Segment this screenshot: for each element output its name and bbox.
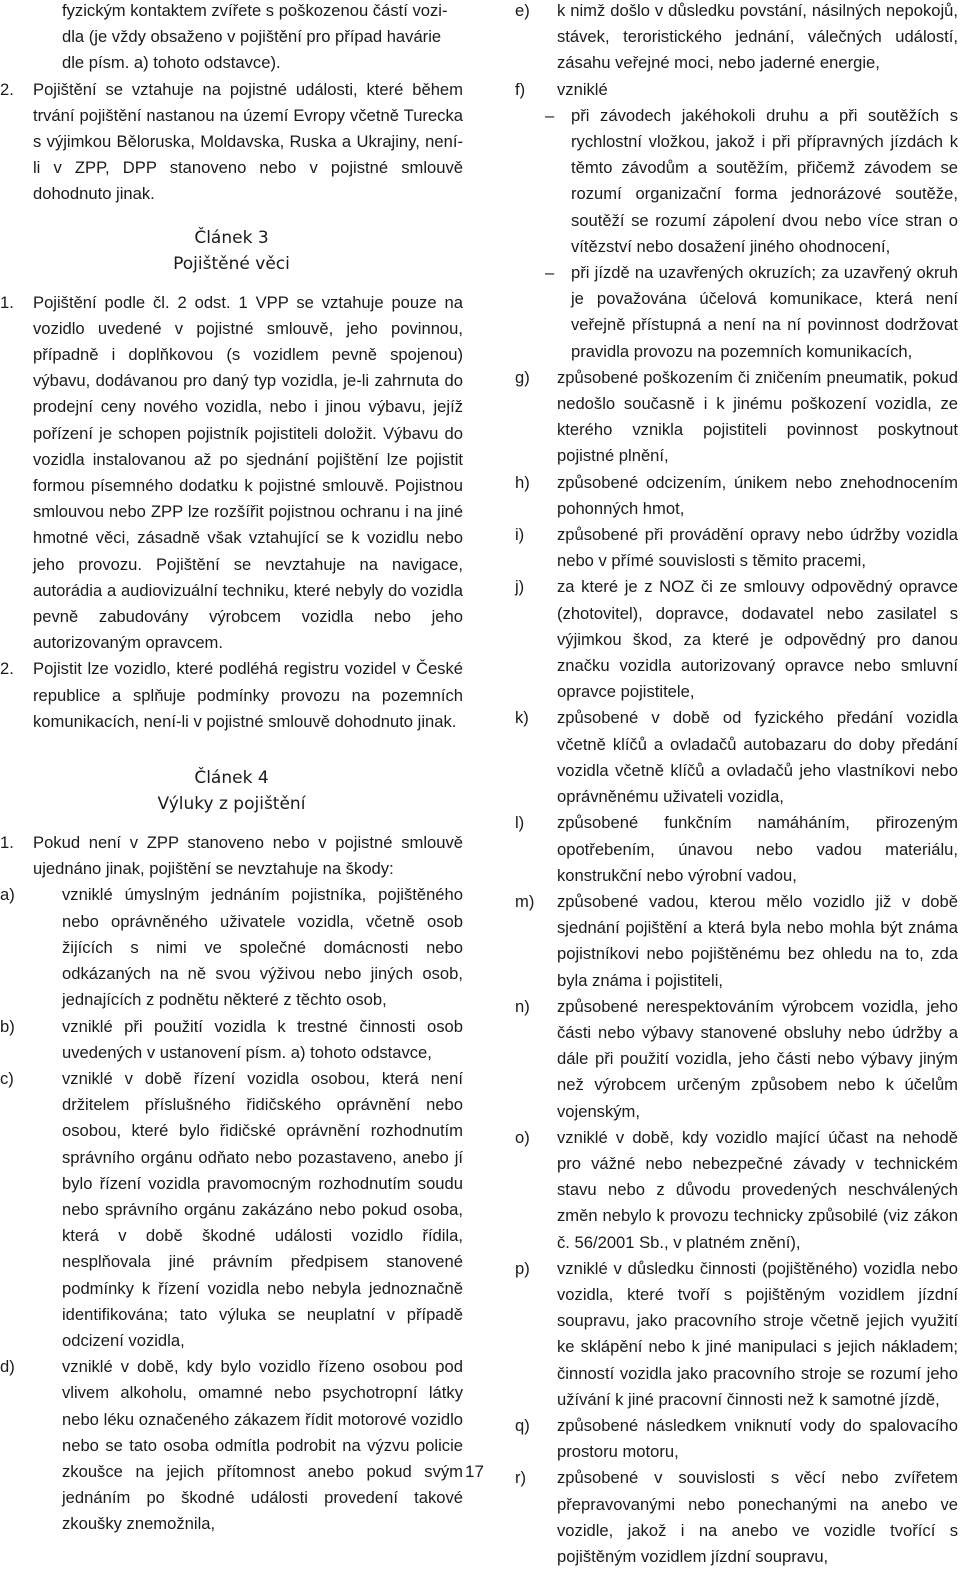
item-text: způsobené nerespektováním výrobcem vozidla, jeho části nebo výbavy stanovené obsluhy nebo údržby a dále při použití vozidla, jeho části nebo výbavy jiným než výrobcem určeným způsobem nebo k účelům vojenským, — [557, 996, 958, 1121]
item-letter: f) — [515, 79, 526, 99]
item-text: způsobené poškozením či zničením pneumatik, pokud nedošlo současně i k jinému poškození vozidla, ze kterého vznikla pojistiteli povinnost poskytnout pojistné plnění, — [557, 367, 958, 466]
exclusion-item — [515, 77, 958, 103]
item-number: 1. — [0, 833, 14, 853]
exclusion-item — [515, 1256, 958, 1413]
item-text: vzniklé v době, kdy bylo vozidlo řízeno osobou pod vlivem alkoholu, omamné nebo psychotropní látky nebo léku označeného zákazem řídit motorové vozidlo nebo se tato osoba odmítla podrobit na výzvu policie zkoušce na jejich přítomnost anebo pokud svým jednáním po škodné události provedení takové zkoušky znemožnila, — [62, 1357, 463, 1534]
item-letter: o) — [515, 1127, 530, 1147]
exclusion-item — [0, 882, 463, 1013]
item-letter: e) — [515, 1, 530, 20]
item-number: 2. — [0, 659, 14, 679]
exclusion-item — [515, 574, 958, 705]
item-letter: b) — [0, 1016, 15, 1036]
item-letter: l) — [515, 813, 525, 833]
item-letter: c) — [0, 1068, 14, 1088]
article-title: Výluky z pojištění — [157, 794, 306, 815]
item-letter: n) — [515, 996, 530, 1016]
exclusion-item — [515, 1413, 958, 1465]
item-letter: d) — [0, 1357, 15, 1377]
item-text: způsobené odcizením, únikem nebo znehodnocením pohonných hmot, — [557, 472, 958, 518]
intro-line: dla (je vždy obsaženo v pojištění pro případ havárie — [62, 27, 442, 47]
item-text: vzniklé úmyslným jednáním pojistníka, pojištěného nebo oprávněného uživatele vozidla, včetně osob žijících s nimi ve společné domácnosti nebo odkázaných na ně svou výživou nebo jiných osob, jednajících z podnětu některé z těchto osob, — [62, 885, 463, 1010]
item-text: způsobené vadou, kterou mělo vozidlo již v době sjednání pojištění a která byla nebo mohla být známa pojistníkovi nebo pojištěnému bez ohledu na to, zda byla známa i pojistiteli, — [557, 891, 958, 990]
exclusion-item — [515, 365, 958, 470]
dash-marker: – — [545, 105, 555, 125]
exclusion-item — [515, 1465, 958, 1570]
item-text: za které je z NOZ či ze smlouvy odpovědný opravce (zhotovitel), dopravce, dodavatel nebo zasilatel s výjimkou škod, za které je odpovědný pro danou značku vozidla autorizovaný opravce nebo smluvní opravce pojistitele, — [557, 577, 958, 702]
exclusion-item — [515, 994, 958, 1125]
intro-line: fyzickým kontaktem zvířete s poškozenou částí vozi- — [62, 1, 448, 20]
exclusion-item — [515, 889, 958, 994]
dash-marker: – — [545, 263, 555, 283]
item-text: Pokud není v ZPP stanoveno nebo v pojistné smlouvě ujednáno jinak, pojištění se nevztahuje na škody: — [33, 833, 463, 879]
page-number: 17 — [465, 1462, 484, 1481]
continued-text — [0, 0, 463, 77]
exclusion-item — [0, 1066, 463, 1354]
item-text: vzniklé v důsledku činnosti (pojištěného) vozidla nebo vozidla, které tvoří s pojištěným vozidlem jízdní soupravu, jako pracovního stroje včetně jejich využití ke sklápění nebo k jiné manipulaci s jejich nákladem; činností vozidla jako pracovního stroje se rozumí jeho užívání k jiné pracovní činnosti než k samotné jízdě, — [557, 1258, 958, 1409]
item-text: způsobené následkem vniknutí vody do spalovacího prostoru motoru, — [557, 1415, 958, 1462]
item-text: k nimž došlo v důsledku povstání, násilných nepokojů, stávek, teroristického jednání, válečných událostí, zásahu veřejné moci, nebo jaderné energie, — [557, 1, 958, 73]
paragraph-item — [0, 290, 463, 657]
article-heading — [0, 765, 463, 817]
item-text: Pojištění podle čl. 2 odst. 1 VPP se vztahuje pouze na vozidlo uvedené v pojistné smlouvě, jeho povinnou, případně i doplňkovou (s vozidlem pevně spojenou) výbavu, dodávanou pro daný typ vozidla, je-li zahrnuta do prodejní ceny nového vozidla, nebo i jinou výbavu, jejíž pořízení je schopen pojistník pojistiteli doložit. Výbavu do vozidla instalovanou až po sjednání pojištění lze pojistit formou písemného dodatku k pojistné smlouvě. Pojistnou smlouvou nebo ZPP lze rozšířit pojistnou ochranu i na jiné hmotné věci, zásadně však vztahující se k vozidlu nebo jeho provozu. Pojištění se nevztahuje na navigace, autorádia a audiovizuální techniku, které nebyly do vozidla pevně zabudovány výrobcem vozidla nebo jeho autorizovaným opravcem. — [33, 292, 463, 653]
item-text: způsobené při provádění opravy nebo údržby vozidla nebo v přímé souvislosti s těmito pracemi, — [557, 525, 958, 571]
exclusion-item — [0, 1014, 463, 1066]
item-text: vzniklé v době řízení vozidla osobou, která není držitelem příslušného řidičského oprávnění nebo osobou, které bylo řidičské oprávnění rozhodnutím správního orgánu odňato nebo pozastaveno, anebo jí bylo řízení vozidla pravomocným rozhodnutím soudu nebo správního orgánu zakázáno nebo pokud osoba, která v době škodné události vozidlo řídila, nesplňovala jiné právním předpisem stanovené podmínky k řízení vozidla nebo nebyla jednoznačně identifikována; tato výluka se neuplatní v případě odcizení vozidla, — [62, 1068, 463, 1350]
item-number: 1. — [0, 292, 14, 312]
item-text: Pojištění se vztahuje na pojistné události, které během trvání pojištění nastanou na území Evropy včetně Turecka s výjimkou Běloruska, Moldavska, Ruska a Ukrajiny, není-li v ZPP, DPP stanoveno nebo v pojistné smlouvě dohodnuto jinak. — [33, 79, 463, 204]
item-text: způsobené v době od fyzického předání vozidla včetně klíčů a ovladačů autobazaru do doby předání vozidla včetně klíčů a ovladačů jeho vlastníkovi nebo oprávněnému uživateli vozidla, — [557, 708, 958, 807]
exclusion-item — [515, 0, 958, 77]
item-text: způsobené funkčním namáháním, přirozeným opotřebením, únavou nebo vadou materiálu, konstrukční nebo výrobní vadou, — [557, 813, 958, 885]
dash-item — [515, 260, 958, 365]
dash-item — [515, 103, 958, 260]
paragraph-item — [0, 656, 463, 735]
item-letter: p) — [515, 1258, 530, 1278]
item-letter: j) — [515, 577, 525, 597]
item-text: Pojistit lze vozidlo, které podléhá registru vozidel v České republice a splňuje podmínky provozu na pozemních komunikacích, není-li v pojistné smlouvě dohodnuto jinak. — [33, 659, 463, 731]
right-column — [515, 0, 958, 1570]
item-text: vzniklé — [557, 79, 608, 99]
paragraph-item — [0, 77, 463, 208]
intro-line: dle písm. a) tohoto odstavce). — [62, 53, 281, 73]
exclusion-item — [515, 705, 958, 810]
exclusion-item — [515, 1125, 958, 1256]
item-number: 2. — [0, 79, 14, 99]
paragraph-item — [0, 830, 463, 882]
left-column — [0, 0, 463, 1538]
article-heading — [0, 225, 463, 277]
exclusion-item — [515, 470, 958, 522]
item-letter: r) — [515, 1468, 527, 1488]
item-letter: g) — [515, 367, 530, 387]
item-letter: k) — [515, 708, 529, 728]
article-number: Článek 4 — [194, 768, 269, 789]
item-letter: i) — [515, 525, 525, 545]
item-letter: a) — [0, 885, 15, 905]
item-text: při závodech jakéhokoli druhu a při soutěžích s rychlostní vložkou, jakož i při přípravných jízdách k těmto závodům a soutěžím, přičemž závodem se rozumí organizační forma jednorázové soutěže, soutěží se rozumí zápolení dvou nebo více stran o vítězství nebo dosažení jiného ohodnocení, — [571, 105, 958, 256]
item-text: způsobené v souvislosti s věcí nebo zvířetem přepravovanými nebo ponechanými na anebo ve vozidle, jakož i na anebo ve vozidle tvořící s pojištěným vozidlem jízdní soupravu, — [557, 1468, 958, 1566]
exclusion-item — [515, 810, 958, 889]
item-text: při jízdě na uzavřených okruzích; za uzavřený okruh je považována účelová komunikace, která není veřejně přístupná a není na ní povinnost dodržovat pravidla provozu na pozemních komunikacích, — [571, 263, 958, 361]
item-text: vzniklé při použití vozidla k trestné činnosti osob uvedených v ustanovení písm. a) tohoto odstavce, — [62, 1016, 463, 1062]
item-letter: q) — [515, 1415, 530, 1435]
exclusion-item — [0, 1354, 463, 1537]
exclusion-item — [515, 522, 958, 574]
article-number: Článek 3 — [194, 227, 269, 248]
item-letter: m) — [515, 891, 535, 911]
item-letter: h) — [515, 472, 530, 492]
article-title: Pojištěné věci — [173, 253, 290, 274]
item-text: vzniklé v době, kdy vozidlo mající účast na nehodě pro vážné nebo nebezpečné závady v technickém stavu nebo z důvodu provedených neschválených změn nebylo k provozu technicky způsobilé (viz zákon č. 56/2001 Sb., v platném znění), — [557, 1127, 958, 1252]
